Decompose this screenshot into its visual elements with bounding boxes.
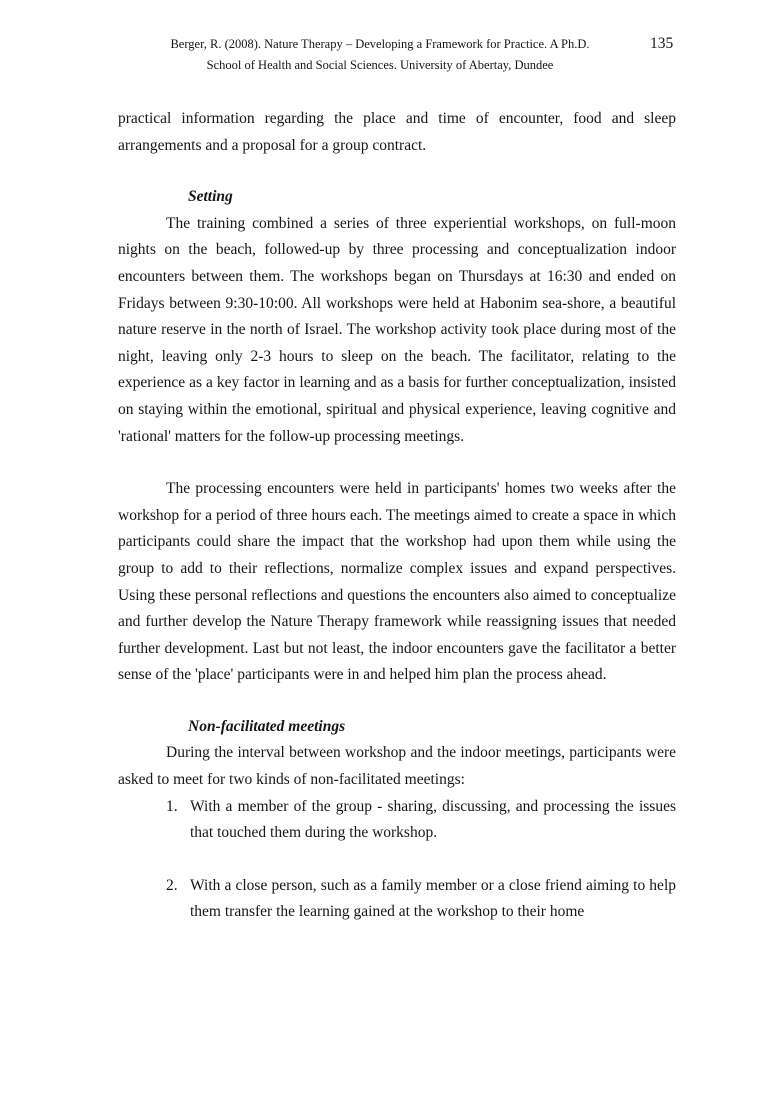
page-number: 135 xyxy=(650,35,674,52)
header-citation: Berger, R. (2008). Nature Therapy – Developing a Framework for Practice. A Ph.D. xyxy=(170,37,590,51)
list-item-number: 1. xyxy=(166,797,178,815)
list-item-text: With a close person, such as a family member or a close friend aiming to help them transfer the learning gained at the workshop to their home xyxy=(190,876,676,921)
non-facilitated-paragraph: During the interval between workshop and the indoor meetings, participants were asked to meet for two kinds of non-facilitated meetings: xyxy=(118,744,676,789)
body-text xyxy=(118,106,676,926)
section-heading-setting: Setting xyxy=(188,188,233,206)
running-header xyxy=(0,34,760,76)
header-institution: School of Health and Social Sciences. University of Abertay, Dundee xyxy=(206,58,554,72)
setting-paragraph-1: The training combined a series of three experiential workshops, on full-moon nights on the beach, followed-up by three processing and conceptualization indoor encounters between them. The workshops began on Thursdays at 16:30 and ended on Fridays between 9:30-10:00. All workshops were held at Habonim sea-shore, a beautiful nature reserve in the north of Israel. The workshop activity took place during most of the night, leaving only 2-3 hours to sleep on the beach. The facilitator, relating to the experience as a key factor in learning and as a basis for further conceptualization, insisted on staying within the emotional, spiritual and physical experience, leaving cognitive and 'rational' matters for the follow-up processing meetings. xyxy=(118,214,676,445)
list-item xyxy=(118,794,676,847)
meeting-types-list xyxy=(118,794,676,926)
list-item-text: With a member of the group - sharing, discussing, and processing the issues that touched them during the workshop. xyxy=(190,797,676,842)
list-item-number: 2. xyxy=(166,876,178,894)
section-heading-non-facilitated: Non-facilitated meetings xyxy=(188,717,346,735)
list-item xyxy=(118,873,676,926)
setting-paragraph-2: The processing encounters were held in participants' homes two weeks after the workshop for a period of three hours each. The meetings aimed to create a space in which participants could share the impact that the workshop had upon them while using the group to add to their reflections, normalize complex issues and expand perspectives. Using these personal reflections and questions the encounters also aimed to conceptualize and further develop the Nature Therapy framework while reassigning issues that needed further development. Last but not least, the indoor encounters gave the facilitator a better sense of the 'place' participants were in and helped him plan the process ahead. xyxy=(118,480,676,684)
intro-paragraph: practical information regarding the place and time of encounter, food and sleep arrangements and a proposal for a group contract. xyxy=(118,110,676,154)
